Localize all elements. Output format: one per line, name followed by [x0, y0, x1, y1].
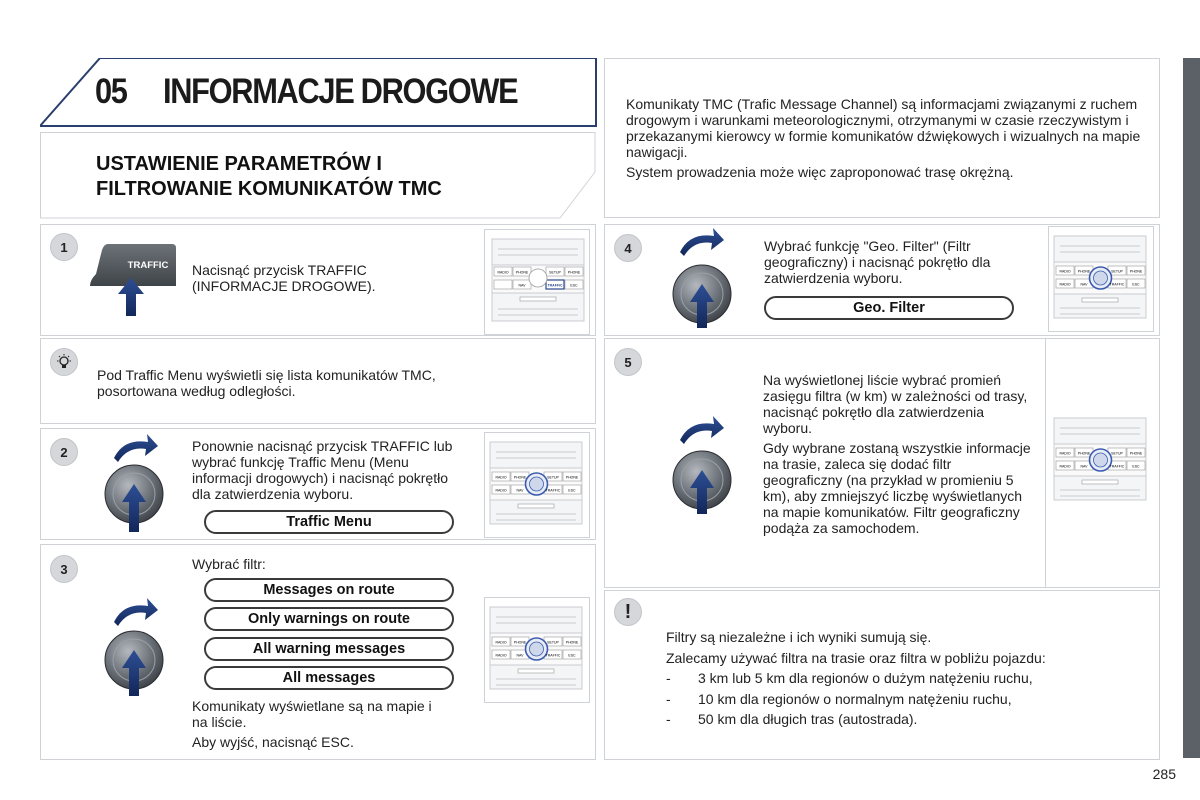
svg-text:PHONE: PHONE	[513, 640, 527, 645]
svg-text:SETUP: SETUP	[547, 640, 559, 645]
step-1-badge: 1	[50, 233, 78, 261]
svg-text:NAV: NAV	[516, 653, 524, 658]
traffic-menu-option[interactable]: Traffic Menu	[204, 510, 454, 534]
svg-text:NAV: NAV	[1080, 464, 1088, 469]
step-3-text-2: Aby wyjść, nacisnąć ESC.	[192, 734, 354, 750]
lightbulb-icon	[56, 354, 72, 370]
svg-text:RADIO: RADIO	[1059, 282, 1071, 287]
filter-option-all-warning-messages[interactable]: All warning messages	[204, 637, 454, 661]
step-3-text-1: Komunikaty wyświetlane są na mapie i na liście.	[192, 698, 432, 730]
tip-badge	[50, 348, 78, 376]
step-5-divider	[1045, 338, 1046, 588]
svg-text:PHONE: PHONE	[1129, 269, 1143, 274]
svg-text:TRAFFIC: TRAFFIC	[1109, 282, 1125, 287]
knob-rotate-press-icon	[100, 432, 170, 538]
svg-text:ESC: ESC	[568, 488, 576, 493]
svg-text:PHONE: PHONE	[565, 640, 579, 645]
chapter-number: 05	[95, 72, 127, 111]
step-3-text	[192, 698, 432, 750]
step-5-text-1: Na wyświetlonej liście wybrać promień zasięgu filtra (w km) w zależności od trasy, nacisnąć pokrętło dla zatwierdzenia wyboru.	[763, 372, 1028, 436]
subtitle-line-1: USTAWIENIE PARAMETRÓW I	[96, 153, 382, 175]
svg-text:SETUP: SETUP	[547, 475, 559, 480]
page-number: 285	[1152, 766, 1176, 782]
step-4-text: Wybrać funkcję "Geo. Filter" (Filtr geograficzny) i nacisnąć pokrętło dla zatwierdzenia wyboru.	[764, 238, 991, 286]
step-3-intro: Wybrać filtr:	[192, 556, 266, 572]
knob-rotate-press-icon	[666, 414, 736, 520]
panel-step-3	[484, 597, 590, 708]
svg-text:PHONE: PHONE	[1077, 451, 1091, 456]
note-bullet: - 10 km dla regionów o normalnym natężeniu ruchu,	[666, 690, 1012, 707]
step-5-badge: 5	[614, 348, 642, 376]
filter-option-only-warnings-on-route[interactable]: Only warnings on route	[204, 607, 454, 631]
svg-text:NAV: NAV	[518, 283, 526, 288]
svg-text:TRAFFIC: TRAFFIC	[1109, 464, 1125, 469]
note-text	[666, 627, 1136, 730]
tip-text: Pod Traffic Menu wyświetli się lista komunikatów TMC, posortowana według odległości.	[97, 367, 436, 399]
intro-text	[626, 96, 1150, 180]
svg-text:PHONE: PHONE	[513, 475, 527, 480]
svg-text:RADIO: RADIO	[495, 640, 507, 645]
step-3-badge: 3	[50, 555, 78, 583]
note-bullet: - 3 km lub 5 km dla regionów o dużym natężeniu ruchu,	[666, 670, 1033, 686]
svg-text:PHONE: PHONE	[1129, 451, 1143, 456]
svg-text:PHONE: PHONE	[515, 270, 529, 275]
svg-text:ESC: ESC	[1132, 282, 1140, 287]
step-4-badge: 4	[614, 234, 642, 262]
subtitle-line-2: FILTROWANIE KOMUNIKATÓW TMC	[96, 178, 442, 200]
svg-text:RADIO: RADIO	[495, 475, 507, 480]
svg-text:NAV: NAV	[1080, 282, 1088, 287]
filter-option-all-messages[interactable]: All messages	[204, 666, 454, 690]
chapter-sidebar-tab	[1183, 58, 1200, 758]
knob-rotate-press-icon	[666, 226, 736, 332]
note-bullet: - 50 km dla długich tras (autostrada).	[666, 711, 918, 727]
traffic-button-icon	[88, 240, 178, 320]
panel-step-1	[484, 229, 590, 340]
panel-step-2	[484, 432, 590, 543]
step-5-text-2: Gdy wybrane zostaną wszystkie informacje na trasie, zaleca się dodać filtr geograficzny (na przykład w promieniu 5 km), aby zmniejszyć liczbę wyświetlanych na mapie komunikatów. Filtr geograficzny podąża za samochodem.	[763, 440, 1031, 536]
chapter-title: INFORMACJE DROGOWE	[163, 72, 518, 111]
svg-text:RADIO: RADIO	[495, 653, 507, 658]
svg-text:RADIO: RADIO	[1059, 464, 1071, 469]
svg-text:ESC: ESC	[570, 283, 578, 288]
intro-paragraph-2: System prowadzenia może więc zaproponować trasę okrężną.	[626, 164, 1014, 180]
svg-text:PHONE: PHONE	[1077, 269, 1091, 274]
svg-text:PHONE: PHONE	[565, 475, 579, 480]
svg-text:RADIO: RADIO	[495, 488, 507, 493]
panel-step-5	[1048, 408, 1154, 519]
step-2-text: Ponownie nacisnąć przycisk TRAFFIC lub wybrać funkcję Traffic Menu (Menu informacji drogowych) i nacisnąć pokrętło dla zatwierdzenia wyboru.	[192, 438, 453, 502]
svg-text:ESC: ESC	[1132, 464, 1140, 469]
step-5-text	[763, 372, 1033, 536]
svg-text:NAV: NAV	[516, 488, 524, 493]
svg-text:RADIO: RADIO	[1059, 451, 1071, 456]
svg-text:TRAFFIC: TRAFFIC	[545, 488, 561, 493]
svg-text:TRAFFIC: TRAFFIC	[547, 283, 563, 288]
filter-option-messages-on-route[interactable]: Messages on route	[204, 578, 454, 602]
intro-paragraph-1: Komunikaty TMC (Trafic Message Channel) są informacjami związanymi z ruchem drogowym i warunkami meteorologicznymi, otrzymanymi w czasie rzeczywistym i przekazanymi kierowcy w formie komunikatów dźwiękowych i wizualnych na mapie nawigacji.	[626, 96, 1141, 160]
svg-text:RADIO: RADIO	[497, 270, 509, 275]
svg-text:SETUP: SETUP	[1111, 269, 1123, 274]
svg-text:TRAFFIC: TRAFFIC	[545, 653, 561, 658]
geo-filter-option[interactable]: Geo. Filter	[764, 296, 1014, 320]
svg-text:SETUP: SETUP	[549, 270, 561, 275]
step-2-badge: 2	[50, 438, 78, 466]
svg-text:ESC: ESC	[568, 653, 576, 658]
warning-icon: !	[614, 598, 642, 626]
traffic-button-label: TRAFFIC	[127, 260, 169, 271]
subtitle-box	[40, 132, 596, 220]
note-line-1: Filtry są niezależne i ich wyniki sumują się.	[666, 629, 932, 645]
panel-step-4	[1048, 226, 1154, 337]
knob-rotate-press-icon	[100, 596, 170, 702]
svg-text:SETUP: SETUP	[1111, 451, 1123, 456]
step-1-text: Nacisnąć przycisk TRAFFIC (INFORMACJE DROGOWE).	[192, 262, 376, 294]
note-line-2: Zalecamy używać filtra na trasie oraz filtra w pobliżu pojazdu:	[666, 649, 1046, 666]
svg-text:RADIO: RADIO	[1059, 269, 1071, 274]
svg-text:PHONE: PHONE	[567, 270, 581, 275]
